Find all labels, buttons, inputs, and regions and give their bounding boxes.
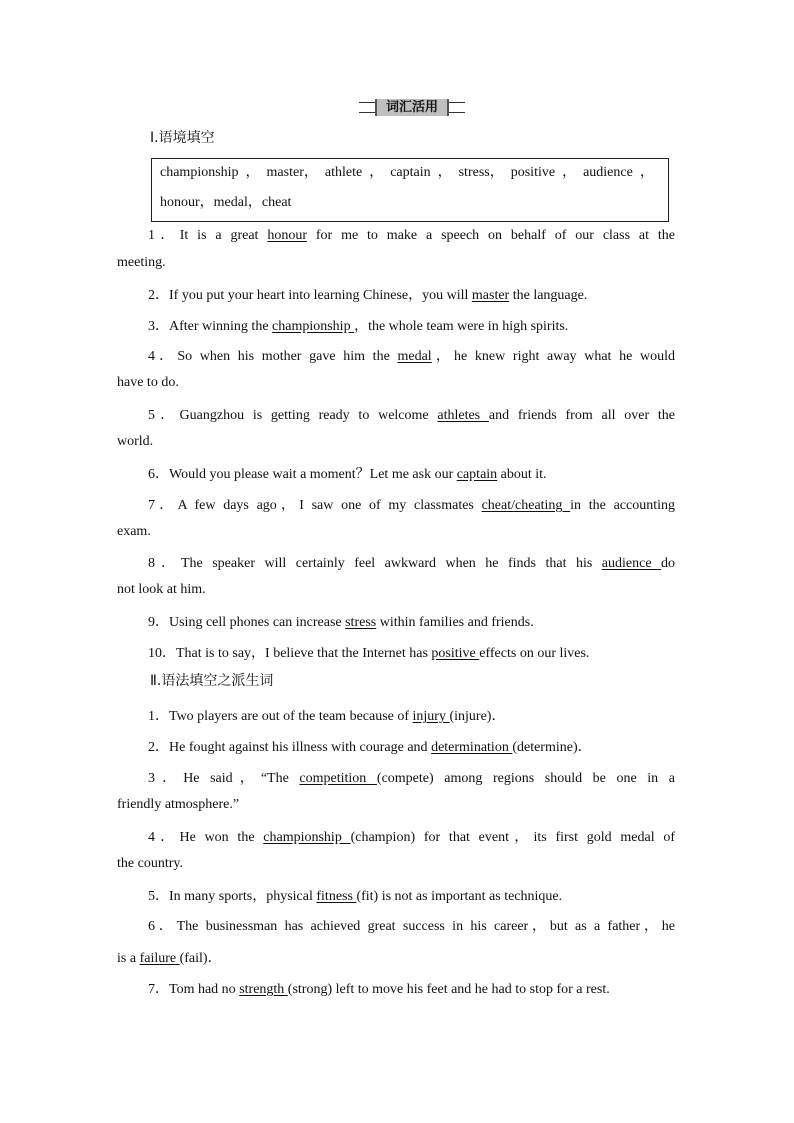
p1-q8: 8．The speaker will certainly feel awkward when he finds that his audience do	[148, 556, 676, 571]
p1-q9: 9．Using cell phones can increase stress within families and friends.	[148, 615, 534, 630]
answer: championship	[263, 830, 351, 845]
p1-q5-cont: world.	[117, 434, 154, 449]
word: athlete	[324, 165, 363, 180]
answer: cheat/cheating	[481, 498, 571, 513]
answer: fitness	[316, 889, 357, 904]
p2-q4-cont: the country.	[117, 856, 183, 871]
banner-label: 词汇活用	[375, 99, 449, 116]
section-2-title: Ⅱ.语法填空之派生词	[150, 673, 274, 689]
answer: captain	[456, 467, 498, 482]
word-bank-box	[151, 158, 669, 222]
word: captain	[390, 165, 431, 180]
answer: master	[471, 288, 510, 303]
answer: audience	[601, 556, 662, 571]
vocabulary-banner	[359, 99, 465, 116]
answer: injury	[412, 709, 450, 724]
word: positive	[510, 165, 556, 180]
p1-q4-cont: have to do.	[117, 375, 179, 390]
word-bank-row-1: championship ， master， athlete ， captain ， stress， positive ， audience ，	[160, 165, 654, 180]
p2-q6: 6．The businessman has achieved great success in his career，but as a father，he	[148, 919, 676, 934]
p1-q6: 6．Would you please wait a moment？Let me ask our captain about it.	[148, 467, 547, 482]
answer: athletes	[437, 408, 489, 423]
p1-q10: 10．That is to say，I believe that the Internet has positive effects on our lives.	[148, 646, 590, 661]
word: master	[266, 165, 304, 180]
word: stress	[458, 165, 490, 180]
p2-q4: 4．He won the championship (champion) for that event，its first gold medal of	[148, 830, 675, 845]
p1-q1-cont: meeting.	[117, 255, 166, 270]
p2-q2: 2．He fought against his illness with courage and determination (determine)．	[148, 740, 592, 755]
answer: strength	[239, 982, 288, 997]
p2-q3: 3．He said，“The competition (compete) among regions should be one in a	[148, 771, 675, 786]
p2-q6-cont: is a failure (fail)．	[117, 951, 222, 966]
word: honour	[160, 195, 200, 210]
p2-q3-cont: friendly atmosphere.”	[117, 797, 240, 812]
p1-q4: 4．So when his mother gave him the medal，he knew right away what he would	[148, 349, 676, 364]
p1-q5: 5．Guangzhou is getting ready to welcome athletes and friends from all over the	[148, 408, 675, 423]
p2-q7: 7．Tom had no strength (strong) left to move his feet and he had to stop for a rest.	[148, 982, 610, 997]
p1-q7-cont: exam.	[117, 524, 151, 539]
answer: determination	[431, 740, 513, 755]
answer: stress	[345, 615, 377, 630]
p1-q8-cont: not look at him.	[117, 582, 206, 597]
answer: medal	[397, 349, 432, 364]
word: championship	[160, 165, 239, 180]
p1-q7: 7．A few days ago，I saw one of my classmates cheat/cheating in the accounting	[148, 498, 676, 513]
answer: championship	[272, 319, 355, 334]
section-1-title: Ⅰ.语境填空	[150, 130, 215, 146]
p2-q5: 5．In many sports，physical fitness (fit) is not as important as technique.	[148, 889, 563, 904]
answer: honour	[267, 228, 307, 243]
p1-q3: 3．After winning the championship ，the whole team were in high spirits.	[148, 319, 569, 334]
answer: failure	[139, 951, 180, 966]
answer: positive	[431, 646, 480, 661]
word: medal	[213, 195, 248, 210]
word: cheat	[261, 195, 292, 210]
p2-q1: 1．Two players are out of the team because of injury (injure)．	[148, 709, 506, 724]
word-bank-row-2: honour，medal，cheat	[160, 195, 292, 210]
p1-q2: 2．If you put your heart into learning Chinese，you will master the language.	[148, 288, 588, 303]
word: audience	[583, 165, 633, 180]
p1-q1: 1．It is a great honour for me to make a speech on behalf of our class at the	[148, 228, 675, 243]
answer: competition	[299, 771, 377, 786]
